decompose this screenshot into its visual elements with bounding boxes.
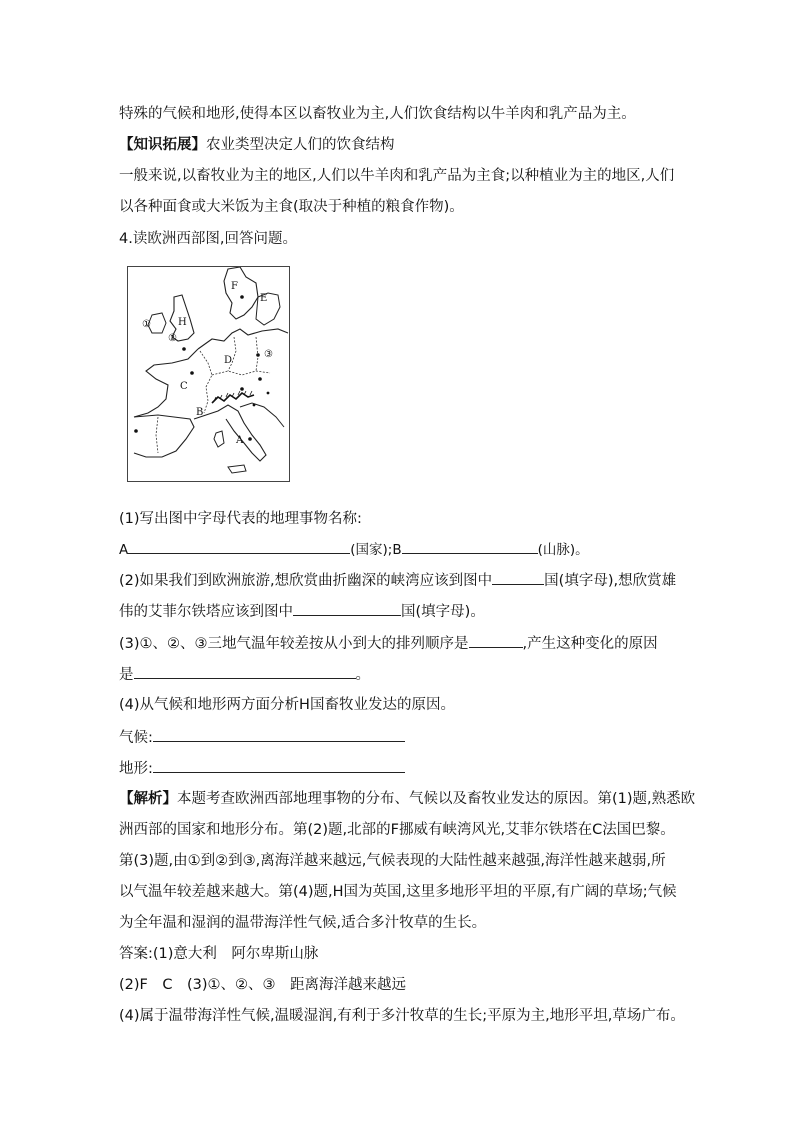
- map-label-B: B: [196, 407, 204, 418]
- question-4-climate-line: [119, 727, 405, 748]
- knowledge-extension-title: 农业类型决定人们的饮食结构: [206, 137, 395, 153]
- answer-line-1: 答案:(1)意大利 阿尔卑斯山脉: [119, 946, 319, 962]
- question-4-terrain-line: [119, 758, 405, 779]
- question-4: (4)从气候和地形两方面分析H国畜牧业发达的原因。: [119, 697, 455, 713]
- q3-text-1-suffix: ,产生这种变化的原因: [522, 636, 658, 652]
- question-2-line-1: [119, 570, 676, 591]
- map-label-circle-1: ①: [142, 319, 151, 330]
- question-4-intro: 4.读欧洲西部图,回答问题。: [119, 231, 297, 247]
- q3-text-2: 是: [119, 667, 134, 683]
- q4-terrain-label: 地形:: [119, 761, 153, 777]
- map-drawing: [128, 267, 289, 481]
- analysis-line-5: 为全年温和湿润的温带海洋性气候,适合多汁牧草的生长。: [119, 915, 487, 931]
- map-label-circle-2: ②: [168, 333, 177, 344]
- question-3-line-2: [119, 664, 370, 685]
- question-1: (1)写出图中字母代表的地理事物名称:: [119, 511, 362, 527]
- q3-text-1: (3)①、②、③三地气温年较差按从小到大的排列顺序是: [119, 636, 469, 652]
- map-label-C: C: [180, 381, 188, 392]
- map-label-circle-3: ③: [264, 349, 273, 360]
- map-label-F: F: [231, 281, 238, 292]
- q4-terrain-blank[interactable]: [153, 758, 405, 773]
- q4-climate-label: 气候:: [119, 730, 153, 746]
- text-line-1: 特殊的气候和地形,使得本区以畜牧业为主,人们饮食结构以牛羊肉和乳产品为主。: [119, 106, 636, 122]
- q3-blank-1[interactable]: [469, 633, 523, 648]
- analysis-text-1: 本题考查欧洲西部地理事物的分布、气候以及畜牧业发达的原因。第(1)题,熟悉欧: [177, 791, 696, 807]
- q1-suffix: (山脉)。: [537, 542, 589, 558]
- analysis-tag: 【解析】: [119, 791, 177, 807]
- question-3-line-1: [119, 633, 658, 654]
- question-2-line-2: [119, 601, 485, 622]
- q1-blank-a[interactable]: [128, 539, 350, 554]
- map-label-A: A: [236, 435, 244, 446]
- knowledge-extension-tag: 【知识拓展】: [119, 137, 206, 153]
- map-label-E: E: [260, 293, 268, 304]
- q2-text-1: (2)如果我们到欧洲旅游,想欣赏曲折幽深的峡湾应该到图中: [119, 573, 493, 589]
- text-line-3: 一般来说,以畜牧业为主的地区,人们以牛羊肉和乳产品为主食;以种植业为主的地区,人们: [119, 168, 675, 184]
- q3-blank-2[interactable]: [134, 664, 356, 679]
- knowledge-extension-line: [119, 135, 395, 155]
- text-line-4: 以各种面食或大米饭为主食(取决于种植的粮食作物)。: [119, 199, 464, 215]
- map-label-D: D: [224, 355, 233, 366]
- q2-text-2: 伟的艾菲尔铁塔应该到图中: [119, 604, 293, 620]
- answer-line-2: (2)F C (3)①、②、③ 距离海洋越来越远: [119, 977, 407, 993]
- q3-text-2-suffix: 。: [355, 667, 370, 683]
- q1-label-a: A: [119, 542, 129, 558]
- analysis-line-2: 洲西部的国家和地形分布。第(2)题,北部的F挪威有峡湾风光,艾菲尔铁塔在C法国巴黎。: [119, 822, 675, 838]
- map-label-H: H: [178, 317, 187, 328]
- q2-text-1-suffix: 国(填字母),想欣赏雄: [544, 573, 677, 589]
- answer-line-3: (4)属于温带海洋性气候,温暖湿润,有利于多汁牧草的生长;平原为主,地形平坦,草场广布。: [119, 1008, 685, 1024]
- analysis-line-4: 以气温年较差越来越大。第(4)题,H国为英国,这里多地形平坦的平原,有广阔的草场;气候: [119, 884, 677, 900]
- q1-label-b: (国家);B: [350, 542, 402, 558]
- q2-text-2-suffix: 国(填字母)。: [401, 604, 485, 620]
- western-europe-map: [127, 266, 290, 482]
- q1-blank-b[interactable]: [402, 539, 538, 554]
- q2-blank-1[interactable]: [492, 570, 544, 585]
- analysis-line-3: 第(3)题,由①到②到③,离海洋越来越远,气候表现的大陆性越来越强,海洋性越来越弱,所: [119, 853, 666, 869]
- question-1-answer-line: [119, 539, 589, 560]
- q2-blank-2[interactable]: [293, 601, 401, 616]
- q4-climate-blank[interactable]: [153, 727, 405, 742]
- analysis-line-1: [119, 789, 695, 809]
